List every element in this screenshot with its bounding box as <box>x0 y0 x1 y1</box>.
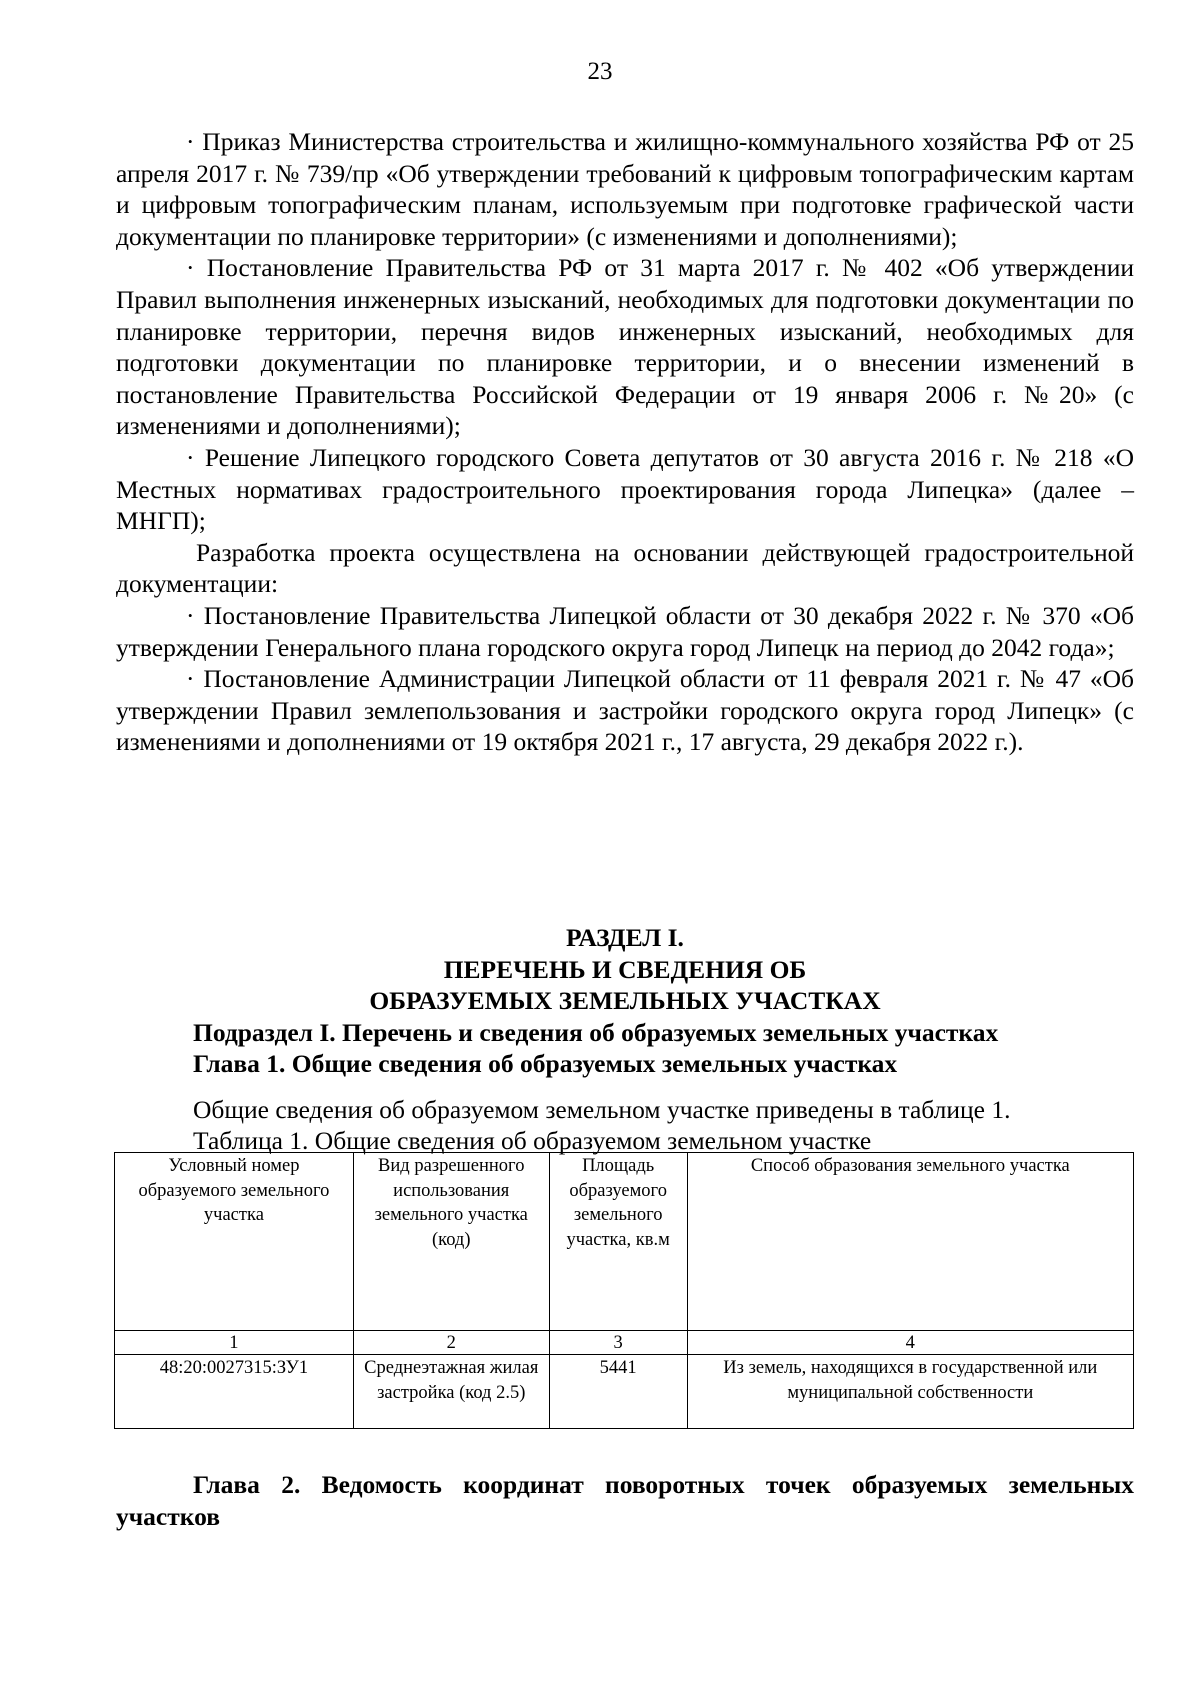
column-number: 3 <box>549 1331 687 1355</box>
chapter-2-title: Глава 2. Ведомость координат поворотных точек образуемых земельных участков <box>116 1470 1134 1531</box>
section-headings <box>116 922 1134 1080</box>
cell-plot-number: 48:20:0027315:ЗУ1 <box>115 1355 354 1429</box>
column-number: 2 <box>353 1331 549 1355</box>
cell-area: 5441 <box>549 1355 687 1429</box>
table-column-number-row <box>115 1331 1134 1355</box>
paragraph-basis-intro: Разработка проекта осуществлена на основании действующей градостроительной документации: <box>116 537 1134 599</box>
paragraph-order-739: · Приказ Министерства строительства и жилищно-коммунального хозяйства РФ от 25 апреля 2017 г. № 739/пр «Об утверждении требований к цифровым топографическим картам и цифровым топографическим планам, используемым при подготовке графической части документации по планировке территории» (с изменениями и дополнениями); <box>116 127 1134 251</box>
legal-basis-list <box>116 126 1134 758</box>
column-number: 4 <box>687 1331 1133 1355</box>
header-plot-number: Условный номер образуемого земельного участка <box>115 1153 354 1331</box>
paragraph-decision-218: · Решение Липецкого городского Совета депутатов от 30 августа 2016 г. № 218 «О Местных нормативах градостроительного проектирования города Липецка» (далее – МНГП); <box>116 442 1134 536</box>
cell-permitted-use: Среднеэтажная жилая застройка (код 2.5) <box>353 1355 549 1429</box>
header-permitted-use: Вид разрешенного использования земельного участка (код) <box>353 1153 549 1331</box>
column-number: 1 <box>115 1331 354 1355</box>
table-intro-text: Общие сведения об образуемом земельном участке приведены в таблице 1. <box>193 1095 1011 1124</box>
paragraph-resolution-47: · Постановление Администрации Липецкой области от 11 февраля 2021 г. № 47 «Об утверждении Правил землепользования и застройки городского округа город Липецк» (с изменениями и дополнениями от 19 октября 2021 г., 17 августа, 29 декабря 2022 г.). <box>116 664 1134 757</box>
table-caption: Таблица 1. Общие сведения об образуемом земельном участке <box>193 1126 872 1155</box>
cell-formation-method: Из земель, находящихся в государственной или муниципальной собственности <box>687 1355 1133 1429</box>
paragraph-resolution-402: · Постановление Правительства РФ от 31 марта 2017 г. № 402 «Об утверждении Правил выполнения инженерных изысканий, необходимых для подготовки документации по планировке территории, перечня видов инженерных изысканий, необходимых для подготовки документации по планировке территории, и о внесении изменений в постановление Правительства Российской Федерации от 19 января 2006 г. №20» (с изменениями и дополнениями); <box>116 253 1134 441</box>
header-area: Площадь образуемого земельного участка, кв.м <box>549 1153 687 1331</box>
header-formation-method: Способ образования земельного участка <box>687 1153 1133 1331</box>
subsection-title: Подраздел I. Перечень и сведения об образуемых земельных участках <box>193 1017 999 1047</box>
table-header-row <box>115 1153 1134 1331</box>
chapter-1-title: Глава 1. Общие сведения об образуемых земельных участках <box>193 1049 898 1078</box>
section-subtitle-line1: ПЕРЕЧЕНЬ И СВЕДЕНИЯ ОБ <box>443 954 807 984</box>
section-title: РАЗДЕЛ I. <box>566 923 684 952</box>
land-plot-table <box>114 1152 1134 1429</box>
page-number: 23 <box>587 58 613 85</box>
table-row <box>115 1355 1134 1429</box>
paragraph-resolution-370: · Постановление Правительства Липецкой области от 30 декабря 2022 г. № 370 «Об утверждении Генерального плана городского округа город Липецк на период до 2042 года»; <box>116 600 1134 662</box>
section-subtitle-line2: ОБРАЗУЕМЫХ ЗЕМЕЛЬНЫХ УЧАСТКАХ <box>369 986 881 1015</box>
